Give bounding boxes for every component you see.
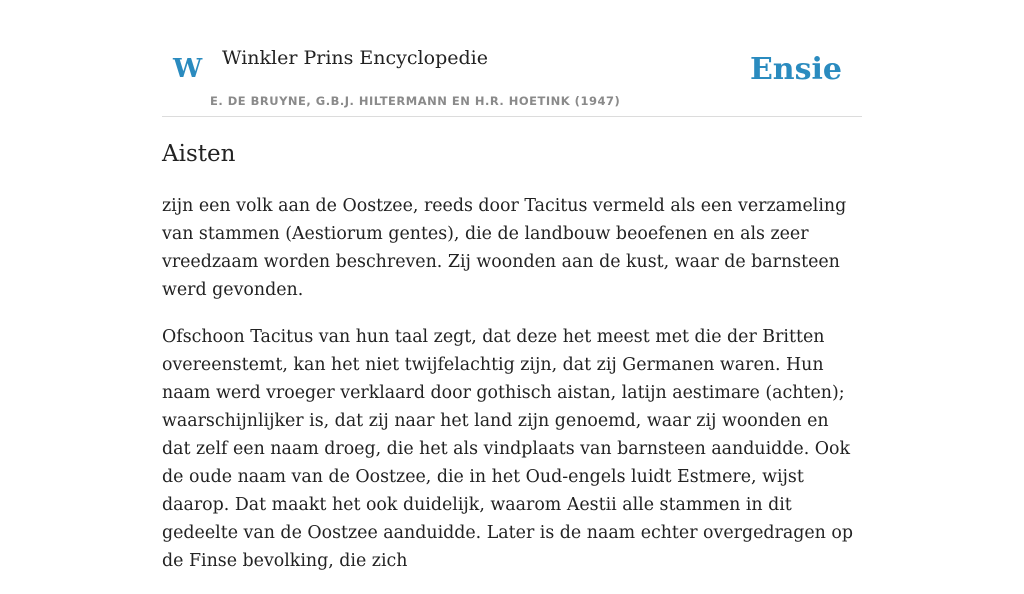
source-title[interactable]: Winkler Prins Encyclopedie bbox=[222, 47, 488, 69]
source-logo[interactable]: W bbox=[173, 54, 203, 84]
entry-paragraph: Ofschoon Tacitus van hun taal zegt, dat deze het meest met die der Britten overeenstemt, kan het niet twijfelachtig zijn, dat zij Germanen waren. Hun naam werd vroeger verklaard door gothisch aistan, latijn aestimare (achten); waarschijnlijker is, dat zij naar het land zijn genoemd, waar zij woonden en dat zelf een naam droeg, die het als vindplaats van barnsteen aanduidde. Ook de oude naam van de Oostzee, die in het Oud-engels luidt Estmere, wijst daarop. Dat maakt het ook duidelijk, waarom Aestii alle stammen in dit gedeelte van de Oostzee aanduidde. Later is de naam echter overgedragen op de Finse bevolking, die zich bbox=[162, 327, 853, 571]
entry-title: Aisten bbox=[162, 141, 236, 167]
entry-body bbox=[162, 192, 862, 594]
source-header bbox=[162, 0, 862, 117]
brand-logo[interactable]: Ensie bbox=[749, 52, 842, 87]
page-content bbox=[162, 0, 862, 571]
source-authors: E. DE BRUYNE, G.B.J. HILTERMANN EN H.R. HOETINK (1947) bbox=[210, 94, 621, 108]
entry-paragraph: zijn een volk aan de Oostzee, reeds door Tacitus vermeld als een verzameling van stammen (Aestiorum gentes), die de landbouw beoefenen en als zeer vreedzaam worden beschreven. Zij woonden aan de kust, waar de barnsteen werd gevonden. bbox=[162, 196, 847, 300]
